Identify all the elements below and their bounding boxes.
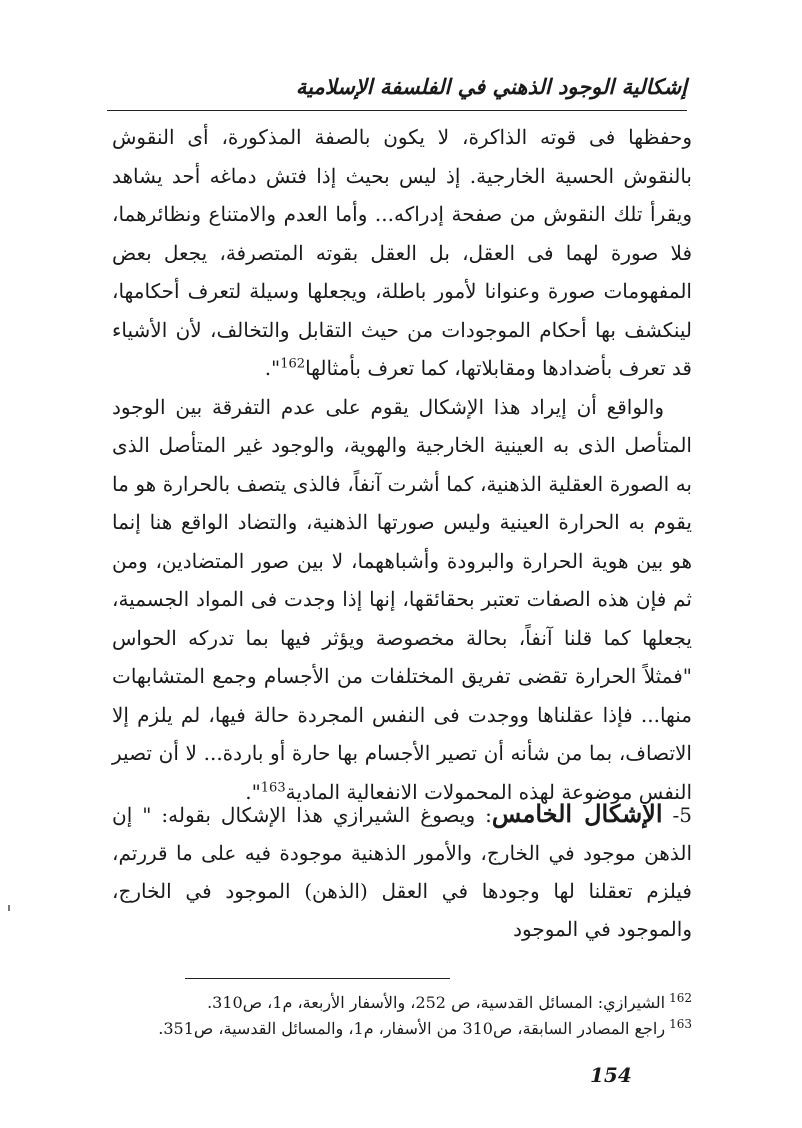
footnote-ref[interactable]: 162 (280, 356, 306, 372)
section-five (112, 795, 692, 948)
section-colon: : (485, 803, 492, 827)
footnote (112, 1016, 692, 1042)
paragraph-text: وحفظها فى قوته الذاكرة، لا يكون بالصفة المذكورة، أى النقوش بالنقوش الحسية الخارجية. إذ ليس بحيث إذا فتش دماغه أحد يشاهد ويقرأ تلك النقوش من صفحة إدراكه... وأما العدم والامتناع ونظائرهما، فلا صورة لهما فى العقل، بل العقل بقوته المتصرفة، يجعل بعض المفهومات صورة وعنوانا لأمور باطلة، ويجعلها وسيلة لتعرف أحكامها، لينكشف بها أحكام الموجودات من حيث التقابل والتخالف، لأن الأشياء قد تعرف بأضدادها ومقابلاتها، كما تعرف بأمثالها (112, 125, 692, 380)
footnote (112, 990, 692, 1016)
main-text (112, 118, 692, 811)
footnote-ref[interactable]: 163 (260, 779, 286, 795)
footnote-text: راجع المصادر السابقة، ص310 من الأسفار، م1، والمسائل القدسية، ص351. (158, 1019, 666, 1038)
section-title: الإشكال الخامس (491, 799, 663, 828)
paragraph-text: والواقع أن إيراد هذا الإشكال يقوم على عدم التفرقة بين الوجود المتأصل الذى به العينية الخارجية والهوية، والوجود غير المتأصل الذى به الصورة العقلية الذهنية، كما أشرت آنفاً، فالذى يتصف بالحرارة هو ما يقوم به الحرارة العينية وليس صورتها الذهنية، والتضاد الواقع هنا إنما هو بين هوية الحرارة والبرودة وأشباههما، لا بين صور المتضادين، ومن ثم فإن هذه الصفات تعتبر بحقائقها، إنها إذا وجدت فى المواد الجسمية، يجعلها كما قلنا آنفاً، بحالة مخصوصة ويؤثر فيها بما تدركه الحواس "فمثلاً الحرارة تقضى تفريق المختلفات من الأجسام وجمع المتشابهات منها... فإذا عقلناها ووجدت فى النفس المجردة حالة فيها، لم يلزم إلا الاتصاف، بما من شأنه أن تصير الأجسام بها حارة أو باردة... لا أن تصير النفس موضوعة لهذه المحمولات الانفعالية المادية (112, 394, 692, 804)
scan-mark (8, 905, 10, 911)
page-number: 154 (590, 1063, 632, 1087)
footnote-number: 162 (669, 990, 692, 1005)
running-header: إشكالية الوجود الذهني في الفلسفة الإسلامية (107, 70, 687, 111)
footnotes (112, 990, 692, 1042)
paragraph-tail: ". (264, 356, 281, 380)
footnote-text: الشيرازي: المسائل القدسية، ص 252، والأسفار الأربعة، م1، ص310. (207, 993, 666, 1012)
section-number: 5- (672, 803, 693, 827)
paragraph (112, 388, 692, 812)
footnote-number: 163 (669, 1016, 692, 1031)
footnote-divider (185, 978, 450, 979)
paragraph (112, 118, 692, 388)
section-text: ويصوغ الشيرازي هذا الإشكال بقوله: " إن الذهن موجود في الخارج، والأمور الذهنية موجودة فيه على ما قررتم، فيلزم تعقلنا لها وجودها في العقل (الذهن) الموجود في الخارج، والموجود في الموجود (112, 803, 692, 941)
paragraph-tail: ". (245, 779, 261, 804)
